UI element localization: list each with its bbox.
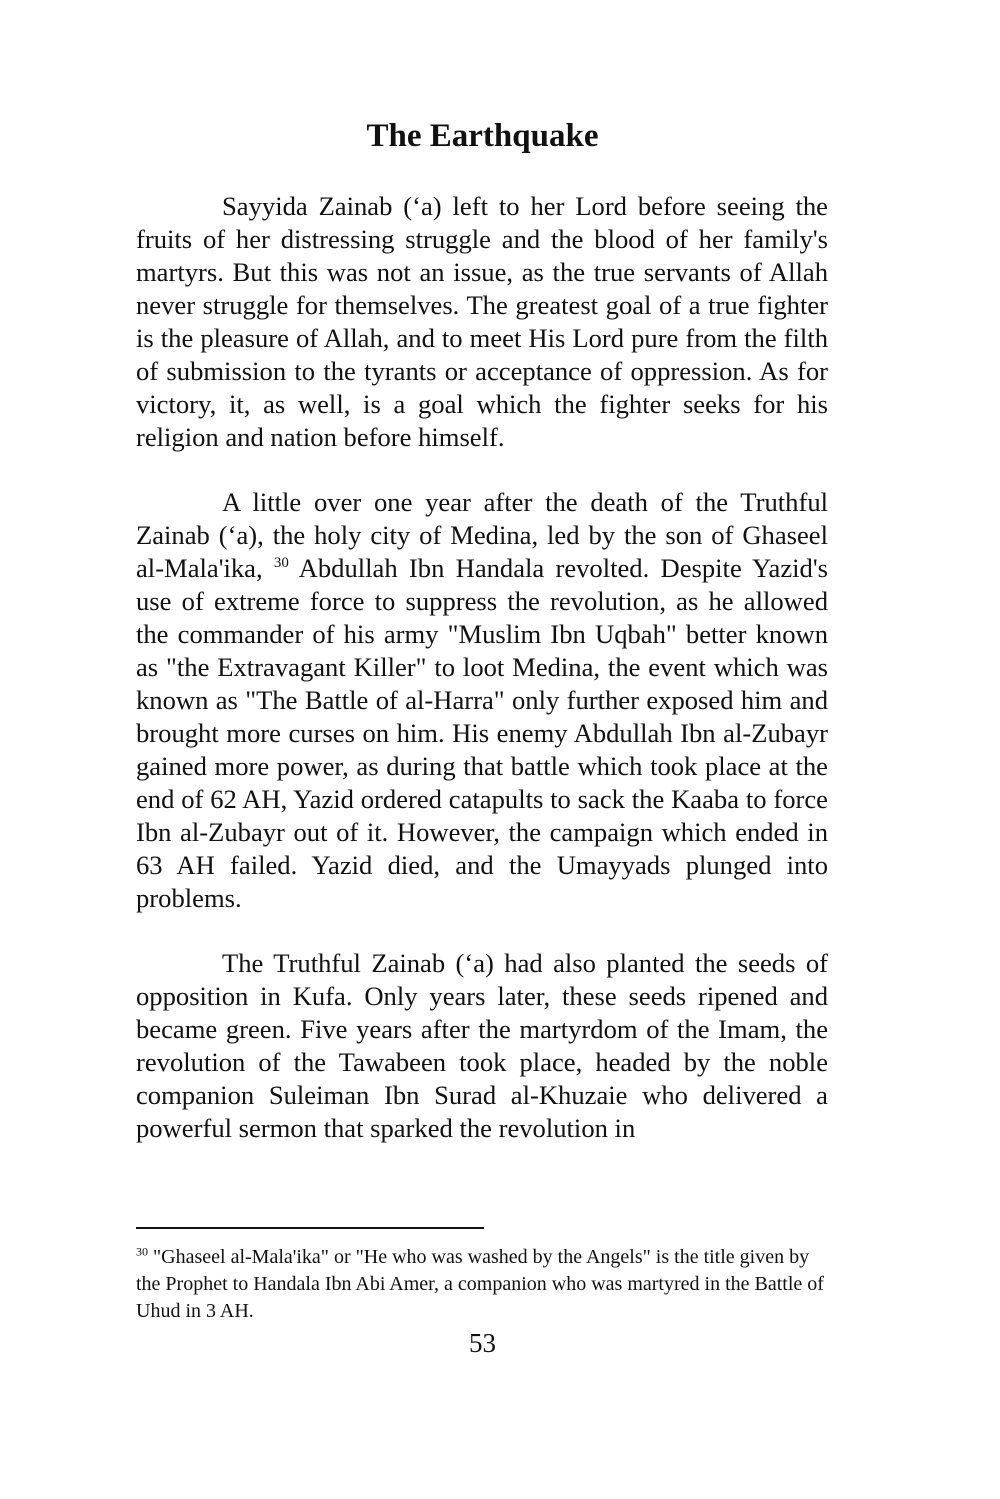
footnote-divider — [136, 1227, 484, 1229]
body-text — [136, 190, 828, 1177]
paragraph-2-text-start: A little over one year after the death of the Truthful Zainab (‘a), the holy city of Medina, led by the son of Ghaseel al-Mala'ika, — [136, 487, 828, 583]
footnote-number: 30 — [136, 1244, 148, 1259]
paragraph-2 — [136, 486, 828, 915]
page-number: 53 — [469, 1328, 496, 1358]
footnote — [136, 1244, 828, 1325]
footnote-reference[interactable]: 30 — [273, 555, 289, 572]
paragraph-2-text-end: Abdullah Ibn Handala revolted. Despite Yazid's use of extreme force to suppress the revolution, as he allowed the commander of his army "Muslim Ibn Uqbah" better known as "the Extravagant Killer" to loot Medina, the event which was known as "The Battle of al-Harra" only further exposed him and brought more curses on him. His enemy Abdullah Ibn al-Zubayr gained more power, as during that battle which took place at the end of 62 AH, Yazid ordered catapults to sack the Kaaba to force Ibn al-Zubayr out of it. However, the campaign which ended in 63 AH failed. Yazid died, and the Umayyads plunged into problems. — [136, 553, 828, 913]
footnote-text: "Ghaseel al-Mala'ika" or "He who was washed by the Angels" is the title given by the Prophet to Handala Ibn Abi Amer, a companion who was martyred in the Battle of Uhud in 3 AH. — [136, 1246, 824, 1322]
chapter-title: The Earthquake — [366, 118, 599, 154]
paragraph-1: Sayyida Zainab (‘a) left to her Lord before seeing the fruits of her distressing struggle and the blood of her family's martyrs. But this was not an issue, as the true servants of Allah never struggle for themselves. The greatest goal of a true fighter is the pleasure of Allah, and to meet His Lord pure from the filth of submission to the tyrants or acceptance of oppression. As for victory, it, as well, is a goal which the fighter seeks for his religion and nation before himself. — [136, 191, 828, 452]
paragraph-3: The Truthful Zainab (‘a) had also planted the seeds of opposition in Kufa. Only years later, these seeds ripened and became green. Five years after the martyrdom of the Imam, the revolution of the Tawabeen took place, headed by the noble companion Suleiman Ibn Surad al-Khuzaie who delivered a powerful sermon that sparked the revolution in — [136, 948, 828, 1143]
